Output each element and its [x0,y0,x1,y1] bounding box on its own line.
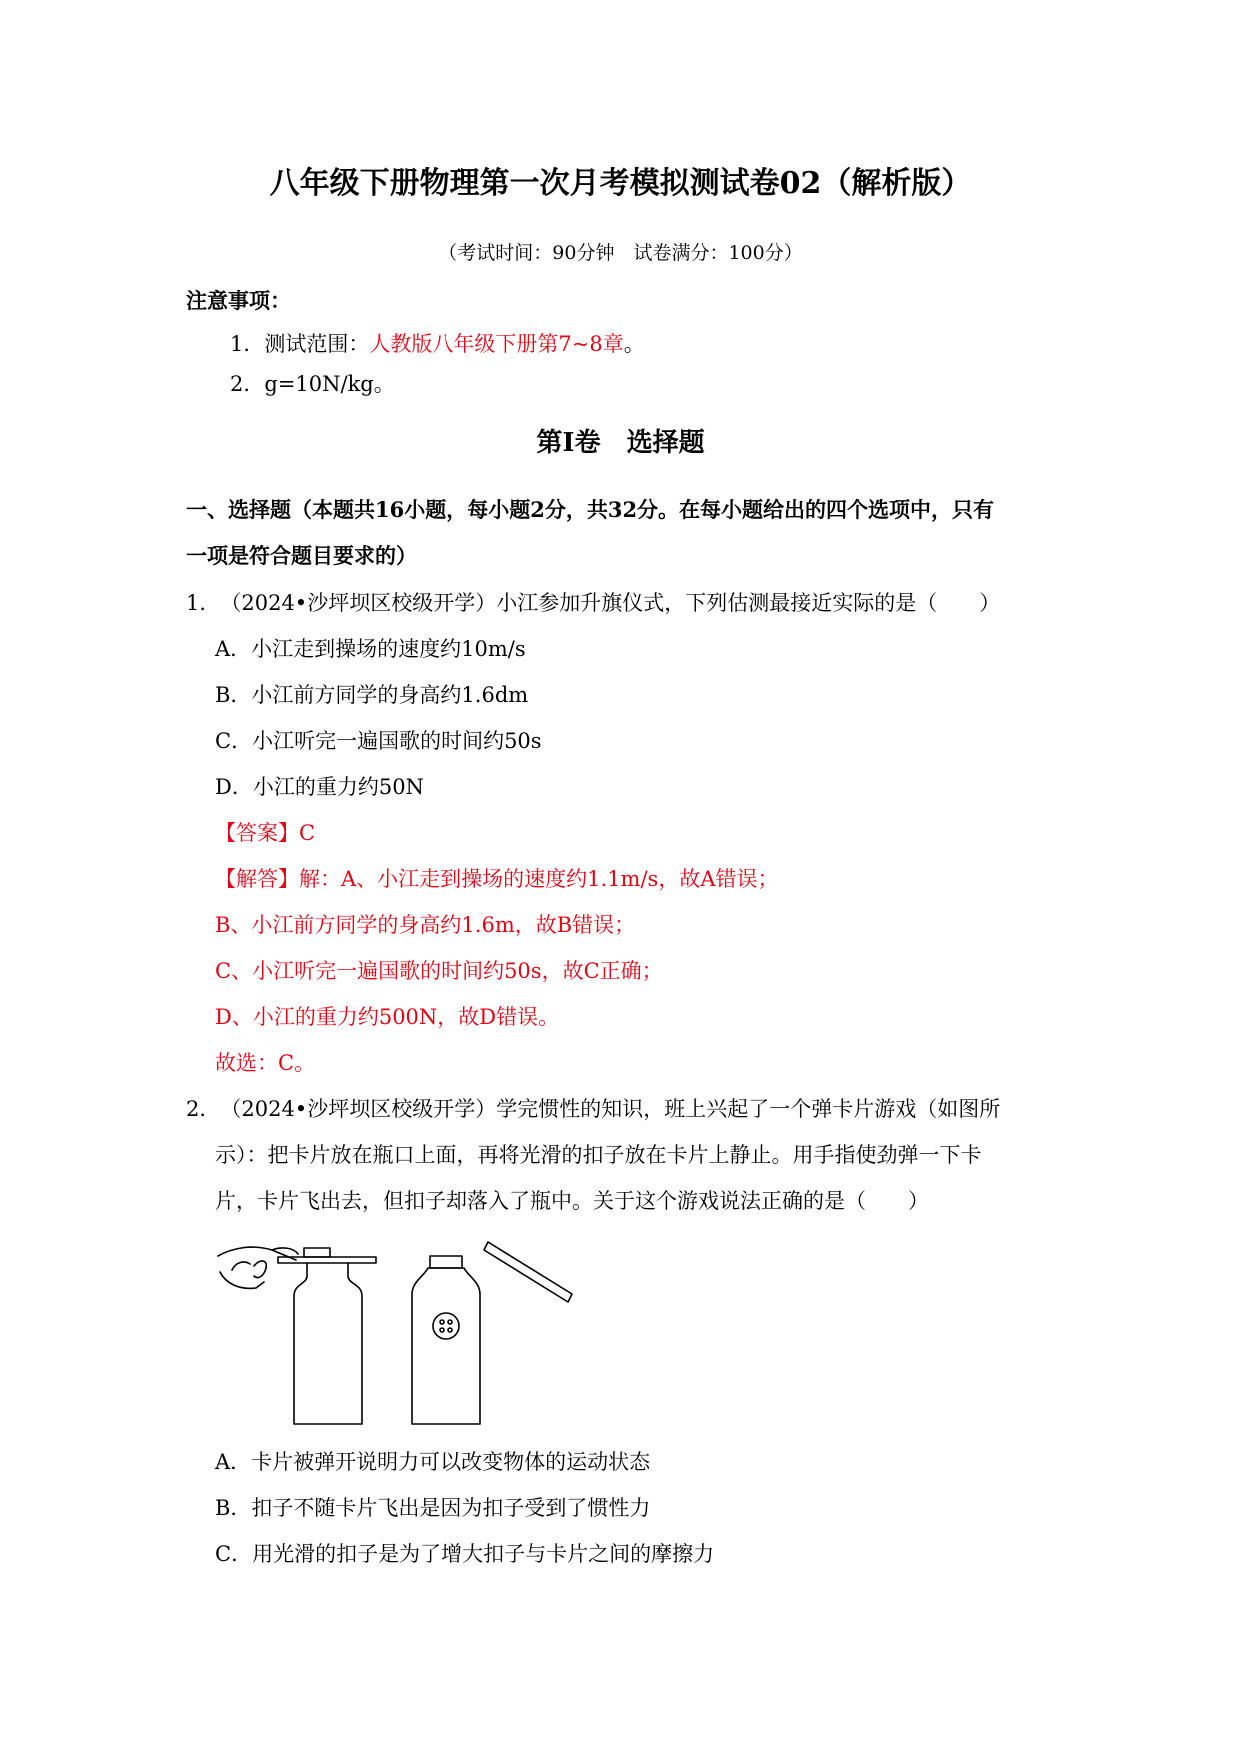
question-2-option-c: C．用光滑的扣子是为了增大扣子与卡片之间的摩擦力 [215,1542,715,1566]
question-1-option-a: A．小江走到操场的速度约10m/s [215,637,526,661]
hand-icon [218,1247,298,1288]
question-2-option-b: B．扣子不随卡片飞出是因为扣子受到了惯性力 [215,1496,651,1520]
page-title: 八年级下册物理第一次月考模拟测试卷02（解析版） [269,166,972,201]
analysis-label: 【解答】 [215,867,299,891]
bottle-with-button-icon [412,1256,480,1424]
notes-heading: 注意事项： [186,288,291,313]
question-2-stem-line2: 示）：把卡片放在瓶口上面，再将光滑的扣子放在卡片上静止。用手指使劲弹一下卡 [215,1143,982,1167]
question-1-analysis-line2: B、小江前方同学的身高约1.6m，故B错误； [215,913,636,937]
question-1-option-b: B．小江前方同学的身高约1.6dm [215,683,529,707]
flying-card-icon [484,1242,572,1302]
note-2 [230,370,395,398]
bottle-with-card-icon [278,1248,376,1424]
card-flick-figure [212,1232,584,1432]
question-1-option-d: D．小江的重力约50N [215,775,424,799]
question-2-stem-line3: 片，卡片飞出去，但扣子却落入了瓶中。关于这个游戏说法正确的是（ ） [215,1189,929,1213]
question-1-option-c: C．小江听完一遍国歌的时间约50s [215,729,542,753]
question-2-option-a: A．卡片被弹开说明力可以改变物体的运动状态 [215,1450,651,1474]
note-1-suffix: 。 [623,332,645,356]
question-2-stem-line1: 2． （2024•沙坪坝区校级开学）学完惯性的知识，班上兴起了一个弹卡片游戏（如图所 [186,1097,1001,1121]
note-1-prefix: 测试范围： [264,332,370,356]
question-1-stem: 1． （2024•沙坪坝区校级开学）小江参加升旗仪式，下列估测最接近实际的是（ ） [186,591,1001,615]
question-1-conclusion: 故选：C。 [215,1051,316,1075]
note-2-text: g=10N/kg。 [264,372,395,396]
question-1-analysis-line1 [215,865,779,893]
section-title: 第Ⅰ卷 选择题 [536,428,705,458]
exam-info: （考试时间：90分钟 试卷满分：100分） [438,242,803,264]
note-1 [230,330,645,358]
part-heading-line2: 一项是符合题目要求的） [186,543,417,568]
question-1-answer: 【答案】C [215,821,316,845]
note-2-number: 2． [230,372,265,396]
note-1-scope: 人教版八年级下册第7~8章 [369,332,624,356]
question-1-analysis-line3: C、小江听完一遍国歌的时间约50s，故C正确； [215,959,663,983]
part-heading-line1: 一、选择题（本题共16小题，每小题2分，共32分。在每小题给出的四个选项中，只有 [186,497,995,522]
note-1-number: 1． [230,332,265,356]
question-1-analysis-line4: D、小江的重力约500N，故D错误。 [215,1005,560,1029]
analysis-text: 解：A、小江走到操场的速度约1.1m/s，故A错误； [299,867,779,891]
